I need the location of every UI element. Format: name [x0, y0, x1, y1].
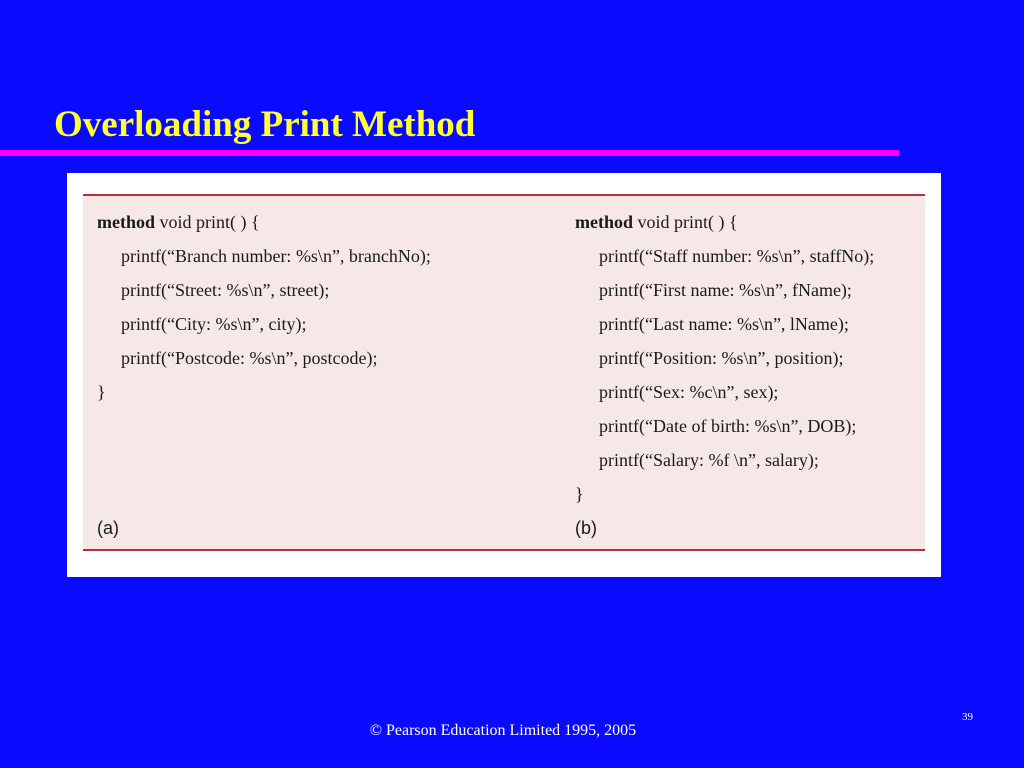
code-line: printf(“Branch number: %s\n”, branchNo);	[121, 246, 431, 266]
figure-label-a: (a)	[97, 518, 119, 538]
code-line: printf(“City: %s\n”, city);	[121, 314, 307, 334]
method-signature-a	[97, 205, 431, 239]
method-signature-b	[575, 205, 874, 239]
figure-label-b: (b)	[575, 518, 597, 538]
code-column-b	[575, 205, 874, 511]
code-line: printf(“Salary: %f \n”, salary);	[599, 450, 819, 470]
closing-brace: }	[97, 382, 106, 402]
title-underline	[0, 150, 899, 156]
method-keyword: method	[575, 212, 633, 232]
copyright-footer: © Pearson Education Limited 1995, 2005	[369, 722, 637, 739]
code-line: printf(“Street: %s\n”, street);	[121, 280, 330, 300]
code-line: printf(“Sex: %c\n”, sex);	[599, 382, 779, 402]
code-figure	[83, 194, 925, 551]
code-line: printf(“Staff number: %s\n”, staffNo);	[599, 246, 875, 266]
code-line: printf(“Last name: %s\n”, lName);	[599, 314, 849, 334]
code-line: printf(“Position: %s\n”, position);	[599, 348, 844, 368]
method-keyword: method	[97, 212, 155, 232]
page-number: 39	[962, 711, 973, 723]
code-line: printf(“First name: %s\n”, fName);	[599, 280, 852, 300]
code-line: printf(“Postcode: %s\n”, postcode);	[121, 348, 378, 368]
signature-text: void print( ) {	[155, 212, 260, 232]
code-column-a	[97, 205, 431, 409]
code-line: printf(“Date of birth: %s\n”, DOB);	[599, 416, 857, 436]
closing-brace: }	[575, 484, 584, 504]
signature-text: void print( ) {	[633, 212, 738, 232]
slide-title: Overloading Print Method	[54, 104, 476, 145]
